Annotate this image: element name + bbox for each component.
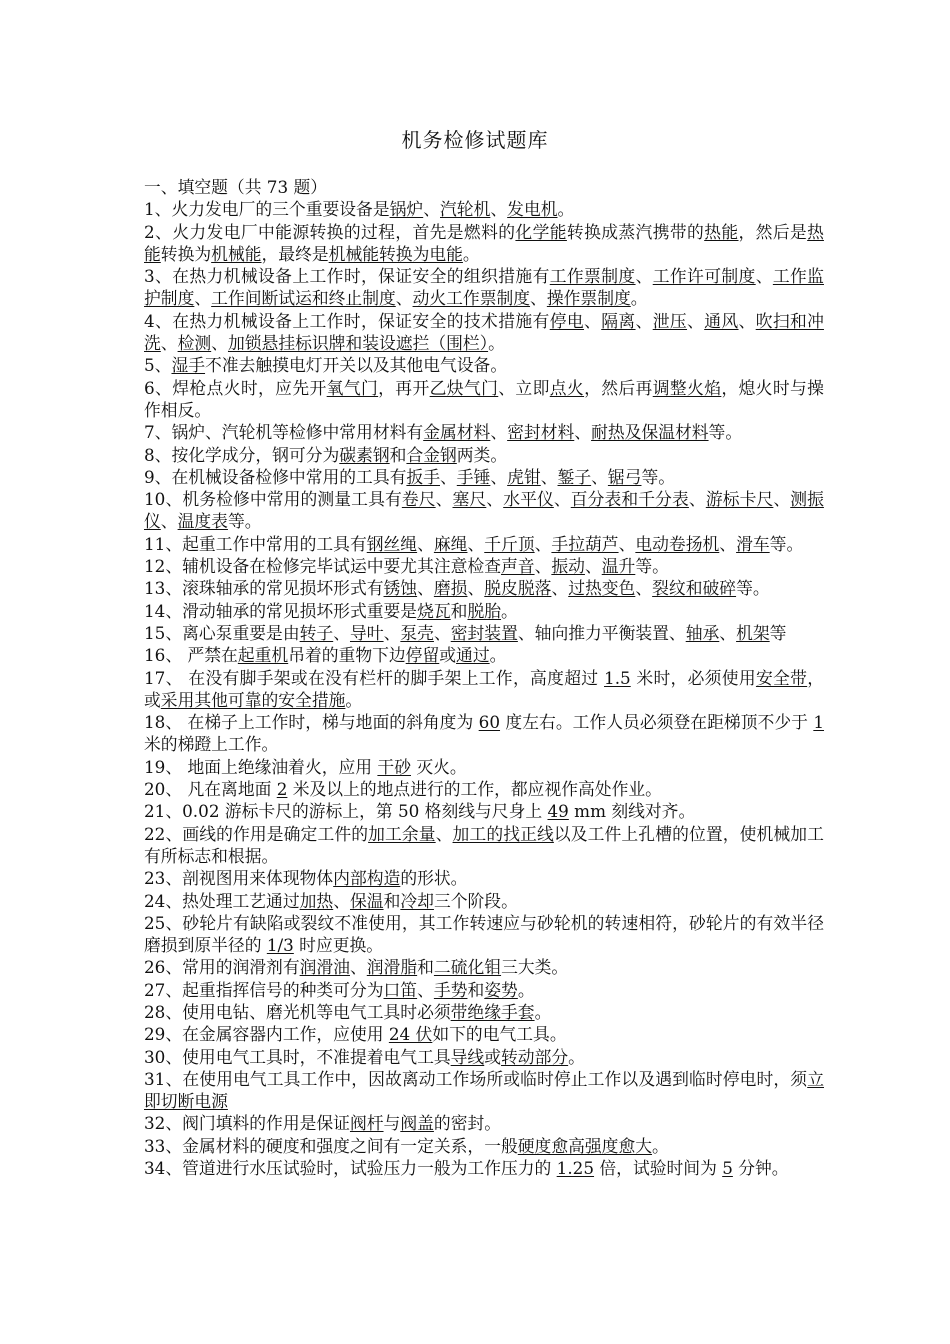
answer-blank: 裂纹和破碎 (652, 578, 737, 599)
question-item (144, 354, 824, 376)
question-text: 以及工件上孔槽的位置，使机械加工有所标志和根据。 (144, 823, 824, 866)
answer-blank: 点火 (549, 377, 585, 398)
question-text: 。 (462, 243, 480, 264)
answer-blank: 干砂 (377, 756, 411, 777)
answer-blank: 润滑脂 (366, 957, 418, 978)
question-text: 、 (349, 957, 367, 978)
question-item (144, 823, 824, 868)
question-text: 、 (423, 199, 440, 220)
question-text: 15、离心泵重要是由 (144, 622, 300, 643)
question-text: 度左右。工作人员必须登在距梯顶不少于 (500, 712, 814, 733)
question-text: 、 (755, 266, 773, 287)
question-text: 、 (584, 310, 602, 331)
question-text: 倍，试验时间为 (594, 1158, 723, 1179)
answer-blank: 汽轮机 (440, 199, 491, 220)
question-text: 1、火力发电厂的三个重要设备是 (144, 199, 390, 220)
answer-blank: 24 伏 (388, 1024, 433, 1045)
answer-blank: 隔离 (601, 310, 636, 331)
answer-blank: 千斤顶 (484, 533, 535, 554)
answer-blank: 机械能转换为电能 (328, 243, 463, 264)
question-text: 。 (517, 979, 535, 1000)
question-text: 5、 (144, 355, 172, 376)
question-item (144, 221, 824, 266)
answer-blank: 导叶 (349, 622, 384, 643)
question-item (144, 890, 824, 912)
answer-blank: 锯弓 (607, 466, 642, 487)
question-item (144, 622, 824, 644)
question-text: 33、金属材料的硬度和强度之间有一定关系，一般 (144, 1135, 518, 1156)
answer-blank: 百分表和千分表 (570, 489, 689, 510)
answer-blank: 耐热及保温材料 (591, 422, 709, 443)
question-text: 。 (568, 1046, 585, 1067)
question-text: 18、 在梯子上工作时，梯与地面的斜角度为 (144, 712, 479, 733)
answer-blank: 乙炔气门 (429, 377, 499, 398)
answer-blank: 工作许可制度 (652, 266, 756, 287)
question-text: 三大类。 (501, 957, 569, 978)
answer-blank: 采用其他可靠的安全措施 (160, 689, 346, 710)
question-text: 、 (534, 533, 552, 554)
answer-blank: 卷尺 (401, 489, 436, 510)
question-text: 。 (652, 1135, 669, 1156)
question-item (144, 800, 824, 822)
question-text: 如下的电气工具。 (432, 1024, 567, 1045)
answer-blank: 机械能 (211, 243, 262, 264)
question-text: 米及以上的地点进行的工作，都应视作高处作业。 (287, 779, 662, 800)
question-text: 、 (540, 466, 558, 487)
question-text: 、 (738, 310, 756, 331)
answer-blank: 49 (547, 801, 569, 822)
question-text: 、 (688, 489, 706, 510)
question-text: 12、辅机设备在检修完毕试运中要尤其注意检查 (144, 556, 501, 577)
question-text: 8、按化学成分，钢可分为 (144, 444, 340, 465)
question-item (144, 1046, 824, 1068)
question-text: 、 (160, 333, 178, 354)
question-text: ，再开 (378, 377, 430, 398)
question-item (144, 956, 824, 978)
answer-blank: 手锤 (456, 466, 491, 487)
question-text: 或 (439, 645, 457, 666)
question-item (144, 466, 824, 488)
question-text: 。 (534, 1001, 552, 1022)
answer-blank: 化学能 (515, 221, 567, 242)
question-text: 等 (769, 622, 787, 643)
question-item (144, 377, 824, 422)
question-text: 20、 凡在离地面 (144, 779, 277, 800)
question-text: 分钟。 (732, 1158, 789, 1179)
answer-blank: 工作间断试运和终止制度 (211, 288, 396, 309)
question-text: 三个阶段。 (433, 890, 518, 911)
question-text: 19、 地面上绝缘油着火，应用 (144, 756, 378, 777)
question-text: 、 (584, 556, 602, 577)
answer-blank: 加工的找正线 (452, 823, 554, 844)
answer-blank: 塞尺 (452, 489, 487, 510)
question-item (144, 310, 824, 355)
answer-blank: 2 (276, 779, 288, 800)
answer-blank: 水平仪 (503, 489, 554, 510)
answer-blank: 过热变色 (568, 578, 636, 599)
answer-blank: 带绝缘手套 (450, 1001, 535, 1022)
answer-blank: 手拉葫芦 (551, 533, 619, 554)
question-text: 与 (383, 1113, 401, 1134)
question-text: 、 (417, 979, 434, 1000)
question-text: 等。 (736, 578, 770, 599)
answer-blank: 1.5 (604, 667, 631, 688)
question-item (144, 1157, 824, 1179)
answer-blank: 阀杆 (349, 1113, 384, 1134)
answer-blank: 热能 (144, 221, 824, 264)
question-text: 。 (501, 600, 518, 621)
answer-blank: 锈蚀 (383, 578, 418, 599)
question-item (144, 756, 824, 778)
answer-blank: 冷却 (400, 890, 434, 911)
question-text: 24、热处理工艺通过 (144, 890, 300, 911)
question-text: 22、画线的作用是确定工件的 (144, 823, 369, 844)
question-text: ，然后再 (584, 377, 653, 398)
question-text: 、 (490, 199, 508, 220)
answer-blank: 工作监护制度 (144, 266, 824, 309)
question-text: 、 (490, 466, 508, 487)
question-text: 、 (433, 622, 451, 643)
answer-blank: 湿手 (171, 355, 206, 376)
question-text: 、 (395, 288, 413, 309)
answer-blank: 60 (478, 712, 501, 733)
answer-blank: 5 (722, 1158, 733, 1179)
question-text: 等。 (641, 466, 676, 487)
answer-blank: 硬度愈高强度愈大 (517, 1135, 653, 1156)
question-text: 和 (383, 890, 401, 911)
question-text: 、 (439, 466, 457, 487)
question-item (144, 711, 824, 756)
question-text: 等。 (227, 511, 262, 532)
question-text: 、 (490, 422, 508, 443)
question-text: 的形状。 (400, 868, 468, 889)
question-text: 。 (345, 689, 363, 710)
question-text: 32、阀门填料的作用是保证 (144, 1113, 350, 1134)
answer-blank: 测振仪 (144, 489, 824, 532)
question-text: 、 (160, 511, 178, 532)
question-item (144, 198, 824, 220)
answer-blank: 发电机 (507, 199, 558, 220)
question-text: 6、焊枪点火时，应先开 (144, 377, 327, 398)
question-text: 27、起重指挥信号的种类可分为 (144, 979, 384, 1000)
question-text: 21、0.02 游标卡尺的游标上，第 50 格刻线与尺身上 (144, 801, 548, 822)
answer-blank: 姿势 (484, 979, 518, 1000)
question-text: ，或 (144, 667, 824, 710)
answer-blank: 1 (813, 712, 825, 733)
question-text: 、 (553, 489, 571, 510)
question-text: 30、使用电气工具时，不准提着电气工具 (144, 1046, 451, 1067)
question-text: 、 (635, 310, 653, 331)
answer-blank: 内部构造 (333, 868, 401, 889)
question-text: 、 (719, 622, 737, 643)
question-text: 、 (211, 333, 228, 354)
question-item (144, 1001, 824, 1023)
document-body (144, 176, 824, 1179)
question-item (144, 421, 824, 443)
question-item (144, 577, 824, 599)
question-item (144, 912, 824, 957)
question-text: 、 (551, 578, 569, 599)
question-item (144, 1023, 824, 1045)
answer-blank: 磨损 (433, 578, 468, 599)
question-item (144, 555, 824, 577)
question-list (144, 198, 824, 1179)
question-text: 灭火。 (410, 756, 467, 777)
answer-blank: 润滑油 (299, 957, 350, 978)
question-text: 。 (488, 333, 505, 354)
question-text: 16、 严禁在 (144, 645, 238, 666)
answer-blank: 手势 (433, 979, 468, 1000)
document-title: 机务检修试题库 (401, 128, 549, 152)
question-item (144, 533, 824, 555)
question-text: 25、砂轮片有缺陷或裂纹不准使用，其工作转速应与砂轮机的转速相符，砂轮片的有效半径磨损到原半径的 (144, 912, 824, 956)
question-text: 、 (435, 823, 453, 844)
question-text: mm 刻线对齐。 (568, 801, 696, 822)
question-text: 和 (450, 600, 468, 621)
question-text: 7、锅炉、汽轮机等检修中常用材料有 (144, 422, 424, 443)
question-text: 等。 (708, 422, 743, 443)
question-text: 两类。 (456, 444, 508, 465)
question-text: 17、 在没有脚手架或在没有栏杆的脚手架上工作，高度超过 (144, 667, 605, 688)
question-text: 、 (574, 422, 592, 443)
answer-blank: 泵壳 (400, 622, 434, 643)
question-item (144, 867, 824, 889)
answer-blank: 脱皮脱落 (484, 578, 552, 599)
answer-blank: 钢丝绳 (366, 533, 418, 554)
question-text: 、 (773, 489, 791, 510)
question-text: 、 (635, 266, 653, 287)
question-item (144, 488, 824, 533)
question-text: 、 (333, 622, 350, 643)
answer-blank: 动火工作票制度 (412, 288, 531, 309)
question-text: ，最终是 (261, 243, 329, 264)
question-item (144, 667, 824, 712)
question-text: 时应更换。 (293, 935, 384, 956)
question-text: 。 (630, 288, 648, 309)
question-text: 2、火力发电厂中能源转换的过程，首先是燃料的 (144, 221, 516, 242)
answer-blank: 检测 (177, 333, 212, 354)
question-text: 、 (194, 288, 212, 309)
answer-blank: 吹扫和冲洗 (144, 310, 824, 354)
answer-blank: 密封材料 (507, 422, 575, 443)
question-text: 吊着的重物下边 (288, 645, 406, 666)
question-text: 、 (618, 533, 636, 554)
answer-blank: 转子 (299, 622, 334, 643)
question-text: 23、剖视图用来体现物体 (144, 868, 334, 889)
answer-blank: 停电 (549, 310, 585, 331)
answer-blank: 加热 (299, 890, 334, 911)
answer-blank: 加锁悬挂标识牌和装设遮拦（围栏） (227, 333, 489, 354)
answer-blank: 金属材料 (423, 422, 491, 443)
answer-blank: 温度表 (177, 511, 228, 532)
answer-blank: 碳素钢 (339, 444, 390, 465)
question-text: 、 (534, 556, 552, 577)
answer-blank: 电动卷扬机 (635, 533, 720, 554)
question-text: 和 (467, 979, 485, 1000)
answer-blank: 起重机 (237, 645, 289, 666)
question-text: 、 (530, 288, 547, 309)
question-item (144, 644, 824, 666)
question-item (144, 1112, 824, 1134)
answer-blank: 通过 (456, 645, 490, 666)
answer-blank: 保温 (349, 890, 384, 911)
answer-blank: 通风 (704, 310, 739, 331)
question-text: 、 (467, 533, 485, 554)
question-text: 13、滚珠轴承的常见损坏形式有 (144, 578, 384, 599)
question-text: 10、机务检修中常用的测量工具有 (144, 489, 402, 510)
answer-blank: 合金钢 (406, 444, 457, 465)
question-text: 、 (435, 489, 453, 510)
answer-blank: 口笛 (383, 979, 418, 1000)
question-item (144, 444, 824, 466)
question-text: 。 (489, 645, 507, 666)
answer-blank: 阀盖 (400, 1113, 434, 1134)
answer-blank: 1.25 (556, 1158, 595, 1179)
question-text: 和 (389, 444, 407, 465)
question-text: 、 (417, 578, 434, 599)
question-text: 14、滑动轴承的常见损坏形式重要是 (144, 600, 418, 621)
question-text: 、 (635, 578, 653, 599)
question-item (144, 600, 824, 622)
question-text: 转换成蒸汽携带的 (566, 221, 705, 242)
question-text: 等。 (769, 533, 804, 554)
question-text: 31、在使用电气工具工作中，因故离动工作场所或临时停止工作以及遇到临时停电时，须 (144, 1068, 808, 1089)
question-text: 34、管道进行水压试验时，试验压力一般为工作压力的 (144, 1158, 557, 1179)
answer-blank: 导线 (450, 1046, 485, 1067)
answer-blank: 泄压 (652, 310, 688, 331)
answer-blank: 转动部分 (501, 1046, 569, 1067)
question-text: 。 (557, 199, 575, 220)
question-text: 、 (383, 622, 401, 643)
question-item (144, 1135, 824, 1157)
question-text: 、轴向推力平衡装置、 (517, 622, 686, 643)
question-text: 3、在热力机械设备上工作时，保证安全的组织措施有 (144, 266, 550, 287)
answer-blank: 1/3 (266, 935, 294, 956)
question-text: 不准去触摸电灯开关以及其他电气设备。 (205, 355, 508, 376)
answer-blank: 工作票制度 (549, 266, 636, 287)
question-text: 、 (417, 533, 434, 554)
question-item (144, 1068, 824, 1113)
answer-blank: 调整火焰 (652, 377, 722, 398)
answer-blank: 加工余量 (368, 823, 436, 844)
answer-blank: 虎钳 (507, 466, 541, 487)
answer-blank: 烧瓦 (417, 600, 451, 621)
section-heading: 一、填空题（共 73 题） (144, 177, 328, 197)
answer-blank: 錾子 (557, 466, 592, 487)
question-text: 和 (417, 957, 434, 978)
answer-blank: 立即切断电源 (144, 1068, 824, 1112)
question-text: 、 (467, 578, 485, 599)
question-text: 米的梯蹬上工作。 (144, 734, 279, 755)
question-text: 4、在热力机械设备上工作时，保证安全的技术措施有 (144, 310, 550, 331)
answer-blank: 轴承 (685, 622, 720, 643)
question-text: 、 (486, 489, 504, 510)
answer-blank: 二硫化钼 (433, 957, 502, 978)
question-text: 11、起重工作中常用的工具有 (144, 533, 367, 554)
question-text: 26、常用的润滑剂有 (144, 957, 300, 978)
question-text: ，熄火时与操作相反。 (144, 377, 824, 420)
question-text: 、 (591, 466, 608, 487)
answer-blank: 热能 (704, 221, 739, 242)
answer-blank: 振动 (551, 556, 585, 577)
question-text: ，然后是 (738, 221, 808, 242)
question-text: 的密封。 (433, 1113, 502, 1134)
question-text: 、 (687, 310, 705, 331)
question-item (144, 979, 824, 1001)
question-text: 9、在机械设备检修中常用的工具有 (144, 466, 407, 487)
question-item (144, 778, 824, 800)
question-text: 米时，必须使用 (630, 667, 756, 688)
question-text: 29、在金属容器内工作，应使用 (144, 1024, 389, 1045)
answer-blank: 麻绳 (433, 533, 468, 554)
answer-blank: 温升 (601, 556, 636, 577)
answer-blank: 机架 (736, 622, 770, 643)
question-text: 、 (333, 890, 350, 911)
question-text: 、立即 (498, 377, 550, 398)
question-text: 等。 (635, 556, 669, 577)
answer-blank: 安全带 (755, 667, 808, 688)
question-text: 或 (484, 1046, 502, 1067)
answer-blank: 声音 (500, 556, 535, 577)
answer-blank: 操作票制度 (546, 288, 631, 309)
question-text: 28、使用电钻、磨光机等电气工具时必须 (144, 1001, 451, 1022)
question-text: 转换为 (160, 243, 212, 264)
answer-blank: 游标卡尺 (705, 489, 774, 510)
answer-blank: 锅炉 (389, 199, 424, 220)
question-text: 、 (719, 533, 737, 554)
answer-blank: 滑车 (736, 533, 770, 554)
answer-blank: 氧气门 (326, 377, 379, 398)
answer-blank: 密封装置 (450, 622, 518, 643)
answer-blank: 脱胎 (467, 600, 502, 621)
question-item (144, 265, 824, 310)
answer-blank: 扳手 (406, 466, 440, 487)
answer-blank: 停留 (405, 645, 440, 666)
